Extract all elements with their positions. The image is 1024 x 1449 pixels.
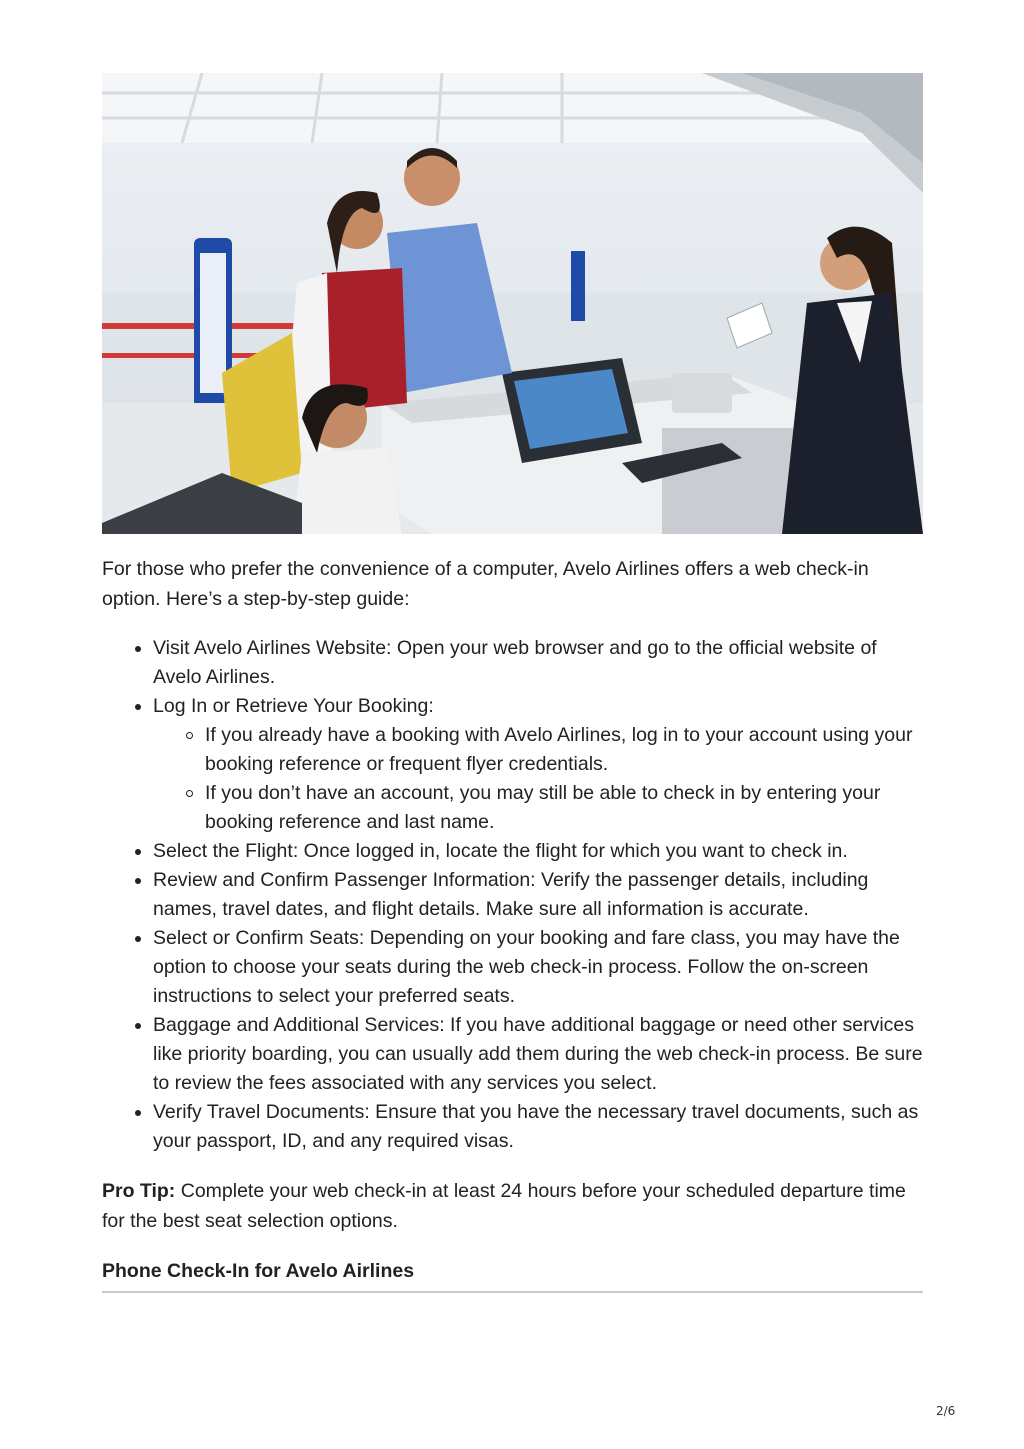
section-heading: Phone Check-In for Avelo Airlines [102,1256,923,1293]
document-page [102,73,923,1293]
list-item [153,837,923,866]
page-number: 2/6 [936,1404,956,1418]
airport-checkin-illustration [102,73,923,534]
intro-paragraph: For those who prefer the convenience of a computer, Avelo Airlines offers a web check-in option. Here’s a step-by-step guide: [102,558,869,610]
login-sub-list [153,721,923,837]
step-text: Verify Travel Documents: Ensure that you have the necessary travel documents, such as your passport, ID, and any required visas. [153,1101,919,1152]
list-item [153,924,923,1011]
list-item [153,692,923,837]
step-text: Visit Avelo Airlines Website: Open your web browser and go to the official website of Avelo Airlines. [153,637,877,688]
airport-checkin-photo [102,73,923,534]
list-item [153,1011,923,1098]
list-item [153,634,923,692]
list-item [153,866,923,924]
step-text: Select the Flight: Once logged in, locate the flight for which you want to check in. [153,840,848,862]
pro-tip-label: Pro Tip: [102,1180,176,1202]
pro-tip-paragraph [102,1176,923,1236]
step-text: Log In or Retrieve Your Booking: [153,695,434,717]
checkin-steps-list [102,634,923,1156]
list-item [153,1098,923,1156]
step-text: Review and Confirm Passenger Information: Verify the passenger details, including names, travel dates, and flight details. Make sure all information is accurate. [153,869,869,920]
sub-list-item: If you already have a booking with Avelo Airlines, log in to your account using your booking reference or frequent flyer credentials. [205,721,923,779]
sub-list-item: If you don’t have an account, you may still be able to check in by entering your booking reference and last name. [205,779,923,837]
pro-tip-text: Complete your web check-in at least 24 hours before your scheduled departure time for the best seat selection options. [102,1180,906,1232]
step-text: Baggage and Additional Services: If you have additional baggage or need other services like priority boarding, you can usually add them during the web check-in process. Be sure to review the fees associated with any services you select. [153,1014,923,1094]
step-text: Select or Confirm Seats: Depending on your booking and fare class, you may have the option to choose your seats during the web check-in process. Follow the on-screen instructions to select your preferred seats. [153,927,900,1007]
